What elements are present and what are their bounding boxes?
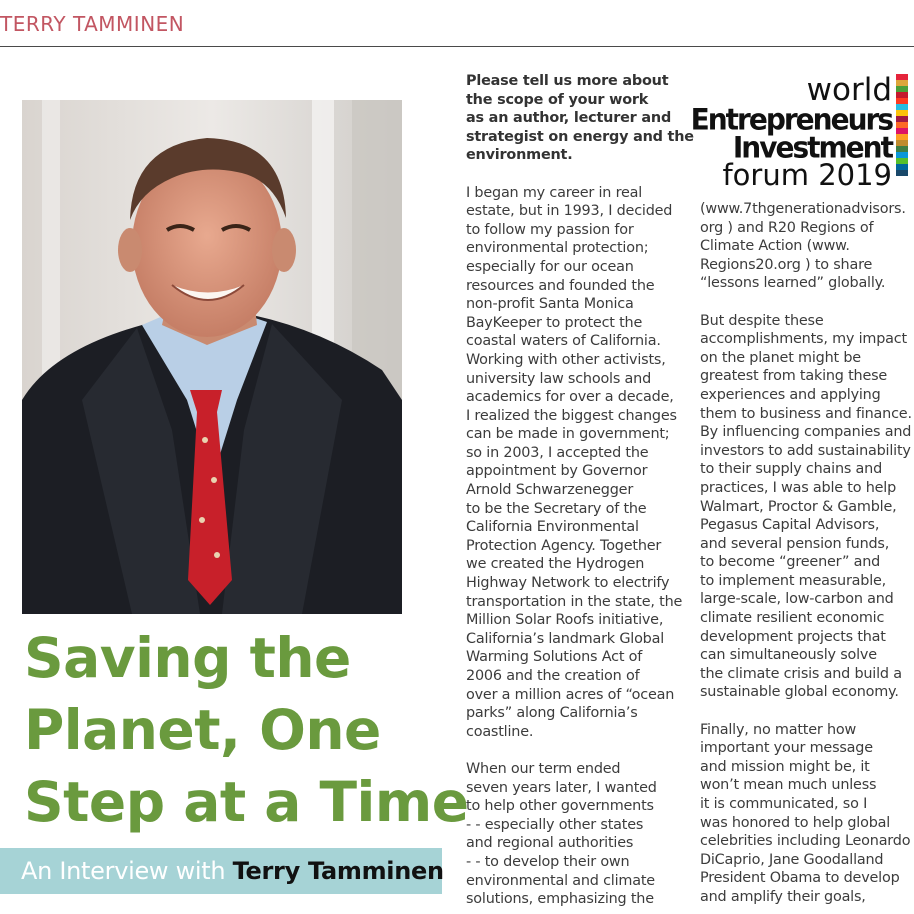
text-line: was honored to help global xyxy=(700,814,891,831)
text-line: Protection Agency. Together xyxy=(466,537,662,554)
question-line: environment. xyxy=(466,147,573,164)
text-line: resources and founded the xyxy=(466,277,655,294)
wei-forum-logo xyxy=(690,72,914,192)
text-line: to implement measurable, xyxy=(700,572,887,589)
portrait-illustration xyxy=(22,100,402,614)
question-line: the scope of your work xyxy=(466,91,649,108)
text-line: especially for our ocean xyxy=(466,258,634,275)
title-line: Step at a Time xyxy=(24,770,469,834)
text-line: coastline. xyxy=(466,723,534,740)
subtitle-prefix: An Interview with xyxy=(21,857,226,885)
header-rule xyxy=(0,46,914,47)
text-line: President Obama to develop xyxy=(700,870,900,887)
text-line: non-profit Santa Monica xyxy=(466,296,634,313)
answer-paragraph xyxy=(700,721,910,907)
text-line: I realized the biggest changes xyxy=(466,407,677,424)
text-line: By influencing companies and xyxy=(700,424,912,441)
text-line: org ) and R20 Regions of xyxy=(700,219,874,236)
text-line: DiCaprio, Jane Goodalland xyxy=(700,851,884,868)
text-line: investors to add sustainability xyxy=(700,442,911,459)
text-line: it is communicated, so I xyxy=(700,796,868,812)
text-line: practices, I was able to help xyxy=(700,479,897,496)
text-line: and amplify their goals, xyxy=(700,888,866,905)
text-line: and mission might be, it xyxy=(700,758,870,775)
text-line: transportation in the state, the xyxy=(466,593,683,610)
title-line: Planet, One xyxy=(24,698,381,762)
answer-paragraph xyxy=(700,200,910,293)
text-line: celebrities including Leonardo xyxy=(700,833,911,850)
logo-line-entrepreneurs: Entrepreneurs xyxy=(690,102,892,137)
text-line: Pegasus Capital Advisors, xyxy=(700,517,880,534)
text-line: to their supply chains and xyxy=(700,461,883,478)
text-line: Million Solar Roofs initiative, xyxy=(466,612,664,629)
text-line: solutions, emphasizing the xyxy=(466,891,654,908)
text-line: - - to develop their own xyxy=(466,853,630,870)
text-line: (www.7thgenerationadvisors. xyxy=(700,201,906,217)
text-line: academics for over a decade, xyxy=(466,389,674,406)
text-line: won’t mean much unless xyxy=(700,777,877,794)
question-line: strategist on energy and the xyxy=(466,128,694,145)
text-line: them to business and finance. xyxy=(700,405,912,422)
text-line: Warming Solutions Act of xyxy=(466,649,643,666)
text-line: greatest from taking these xyxy=(700,368,888,385)
text-line: “lessons learned” globally. xyxy=(700,275,886,292)
text-line: over a million acres of “ocean xyxy=(466,686,675,703)
answer-paragraph xyxy=(700,312,910,702)
column-right xyxy=(700,200,910,907)
text-line: Working with other activists, xyxy=(466,351,666,368)
text-line: to be the Secretary of the xyxy=(466,500,647,517)
title-line: Saving the xyxy=(24,626,351,690)
text-line: large-scale, low-carbon and xyxy=(700,591,894,608)
text-line: accomplishments, my impact xyxy=(700,331,907,348)
text-line: experiences and applying xyxy=(700,386,881,403)
text-line: we created the Hydrogen xyxy=(466,556,645,573)
text-line: parks” along California’s xyxy=(466,705,638,722)
text-line: sustainable global economy. xyxy=(700,684,899,701)
text-line: can simultaneously solve xyxy=(700,647,877,664)
text-line: environmental and climate xyxy=(466,872,655,889)
logo-line-investment: Investment xyxy=(732,130,892,165)
text-line: BayKeeper to protect the xyxy=(466,314,643,331)
answer-paragraph xyxy=(466,760,676,909)
text-line: coastal waters of California. xyxy=(466,333,661,350)
question-line: Please tell us more about xyxy=(466,73,669,89)
subtitle-banner xyxy=(0,848,442,894)
text-line: Finally, no matter how xyxy=(700,721,857,738)
text-line: to follow my passion for xyxy=(466,221,634,238)
text-line: When our term ended xyxy=(466,760,621,777)
text-line: the climate crisis and build a xyxy=(700,665,902,682)
text-line: environmental protection; xyxy=(466,240,649,257)
interview-question xyxy=(466,72,694,165)
subtitle-name: Terry Tamminen xyxy=(232,857,444,885)
text-line: California Environmental xyxy=(466,519,639,536)
question-line: as an author, lecturer and xyxy=(466,110,672,127)
logo-color-stripes xyxy=(896,74,908,176)
text-line: Regions20.org ) to share xyxy=(700,256,873,273)
text-line: Climate Action (www. xyxy=(700,238,850,255)
text-line: 2006 and the creation of xyxy=(466,668,640,684)
text-line: to become “greener” and xyxy=(700,554,881,571)
logo-line-forum: forum 2019 xyxy=(722,158,892,192)
text-line: estate, but in 1993, I decided xyxy=(466,203,673,220)
article-title xyxy=(24,622,469,838)
text-line: I began my career in real xyxy=(466,184,643,201)
text-line: on the planet might be xyxy=(700,349,861,366)
running-head: TERRY TAMMINEN xyxy=(0,12,185,36)
answer-paragraph xyxy=(466,184,683,742)
text-line: seven years later, I wanted xyxy=(466,779,657,796)
text-line: to help other governments xyxy=(466,798,654,815)
text-line: can be made in government; xyxy=(466,426,670,443)
text-line: climate resilient economic xyxy=(700,610,885,627)
text-line: - - especially other states xyxy=(466,816,644,833)
logo-stripe xyxy=(896,170,908,176)
text-line: important your message xyxy=(700,740,873,757)
text-line: Arnold Schwarzenegger xyxy=(466,482,634,499)
text-line: development projects that xyxy=(700,628,886,645)
text-line: so in 2003, I accepted the xyxy=(466,444,649,461)
text-line: university law schools and xyxy=(466,370,651,387)
text-line: Walmart, Proctor & Gamble, xyxy=(700,498,897,515)
text-line: California’s landmark Global xyxy=(466,630,665,647)
text-line: and several pension funds, xyxy=(700,535,890,552)
text-line: and regional authorities xyxy=(466,835,634,852)
logo-line-world: world xyxy=(806,72,892,108)
text-line: appointment by Governor xyxy=(466,463,648,480)
text-line: But despite these xyxy=(700,312,824,329)
column-middle xyxy=(466,72,694,909)
portrait-photo xyxy=(22,100,402,614)
text-line: Highway Network to electrify xyxy=(466,575,670,592)
